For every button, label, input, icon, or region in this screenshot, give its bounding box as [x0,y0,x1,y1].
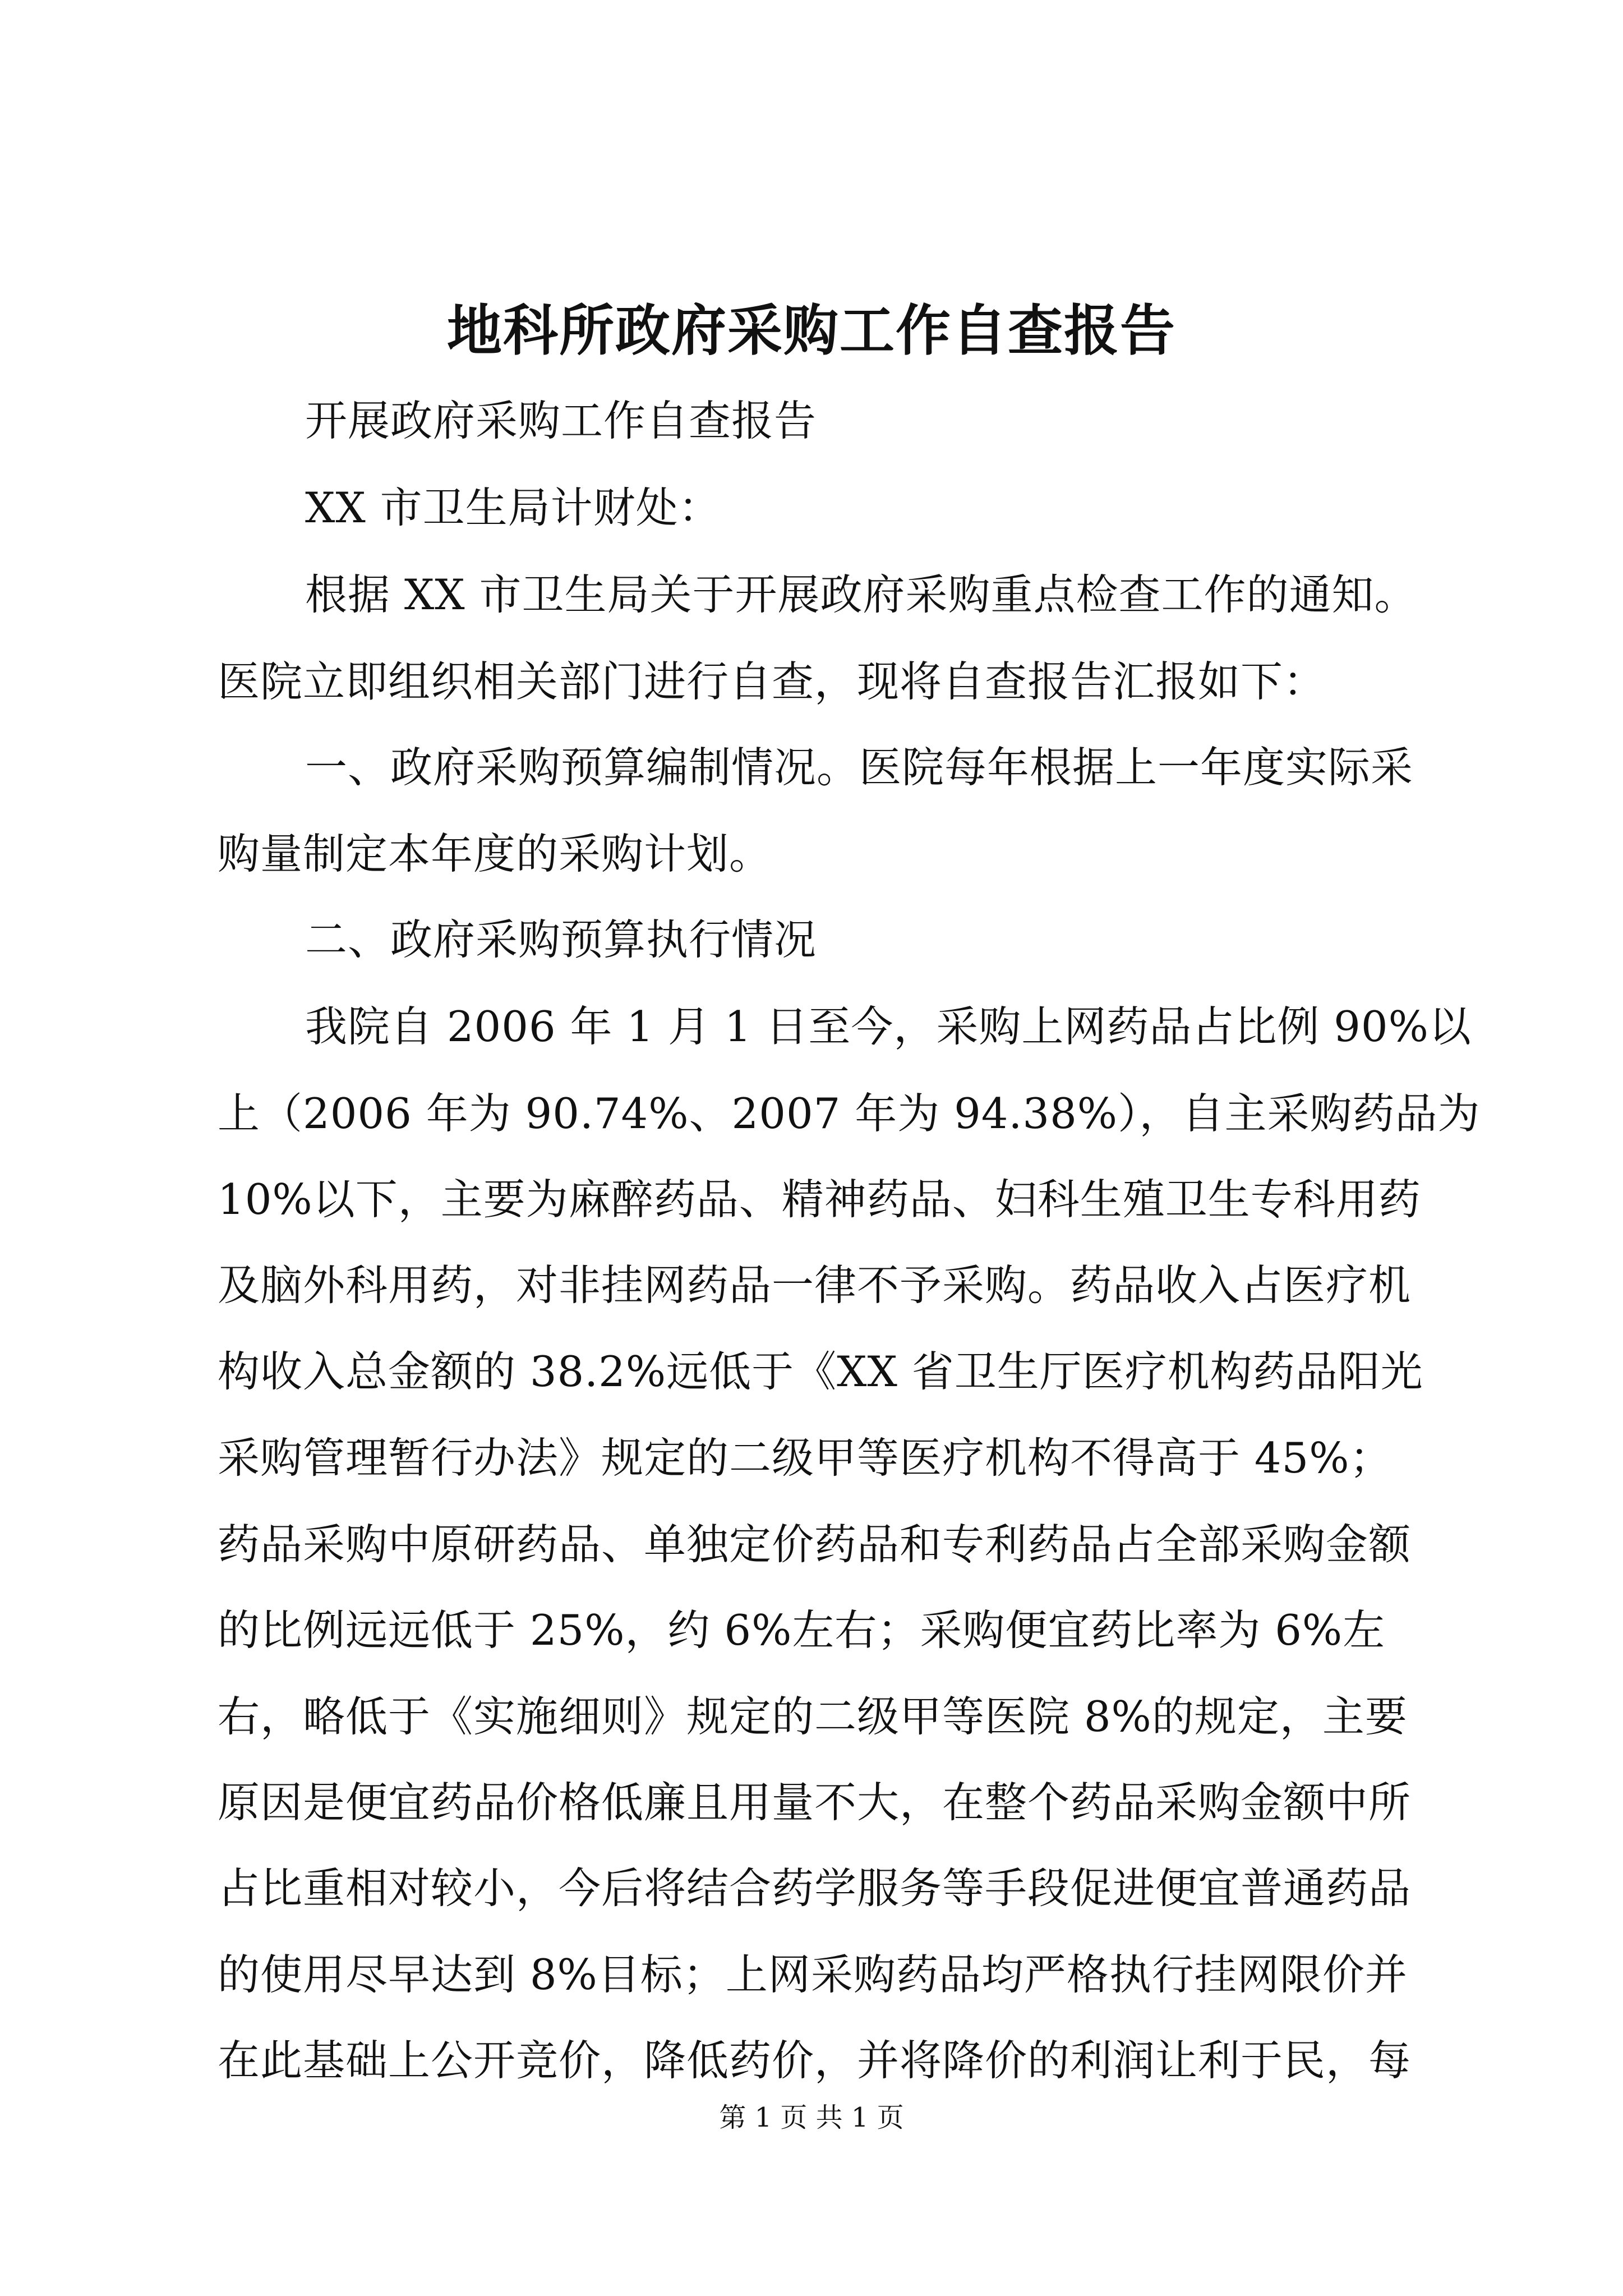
paragraph-line: 的比例远远低于 25%，约 6%左右；采购便宜药比率为 6%左 [218,1605,1386,1655]
paragraph-line: 购量制定本年度的采购计划。 [218,829,772,878]
paragraph-line: 右，略低于《实施细则》规定的二级甲等医院 8%的规定，主要 [218,1692,1408,1741]
paragraph-line: 原因是便宜药品价格低廉且用量不大，在整个药品采购金额中所 [218,1778,1412,1827]
paragraph-line: 一、政府采购预算编制情况。医院每年根据上一年度实际采 [305,743,1414,792]
paragraph-line: 占比重相对较小，今后将结合药学服务等手段促进便宜普通药品 [218,1864,1412,1913]
paragraph-line: 根据 XX 市卫生局关于开展政府采购重点检查工作的通知。 [305,570,1417,619]
paragraph-line: 构收入总金额的 38.2%远低于《XX 省卫生厅医疗机构药品阳光 [218,1347,1423,1396]
paragraph-line: 医院立即组织相关部门进行自查，现将自查报告汇报如下： [218,657,1326,706]
paragraph-line: 的使用尽早达到 8%目标；上网采购药品均严格执行挂网限价并 [218,1950,1408,1999]
paragraph-line: 在此基础上公开竞价，降低药价，并将降价的利润让利于民，每 [218,2036,1412,2085]
paragraph-line: 药品采购中原研药品、单独定价药品和专利药品占全部采购金额 [218,1520,1412,1569]
paragraph-line: 采购管理暂行办法》规定的二级甲等医疗机构不得高于 45%； [218,1433,1393,1483]
addressee-line: XX 市卫生局计财处： [305,483,721,532]
section-heading: 二、政府采购预算执行情况 [305,915,817,964]
document-title: 地科所政府采购工作自查报告 [446,298,1176,363]
subtitle-line: 开展政府采购工作自查报告 [305,396,817,445]
page-footer: 第 1 页 共 1 页 [719,2102,904,2133]
paragraph-line: 及脑外科用药，对非挂网药品一律不予采购。药品收入占医疗机 [218,1260,1412,1310]
paragraph-line: 10%以下，主要为麻醉药品、精神药品、妇科生殖卫生专科用药 [218,1175,1421,1224]
paragraph-line: 上（2006 年为 90.74%、2007 年为 94.38%），自主采购药品为 [218,1089,1481,1138]
paragraph-line: 我院自 2006 年 1 月 1 日至今，采购上网药品占比例 90%以 [305,1002,1472,1051]
